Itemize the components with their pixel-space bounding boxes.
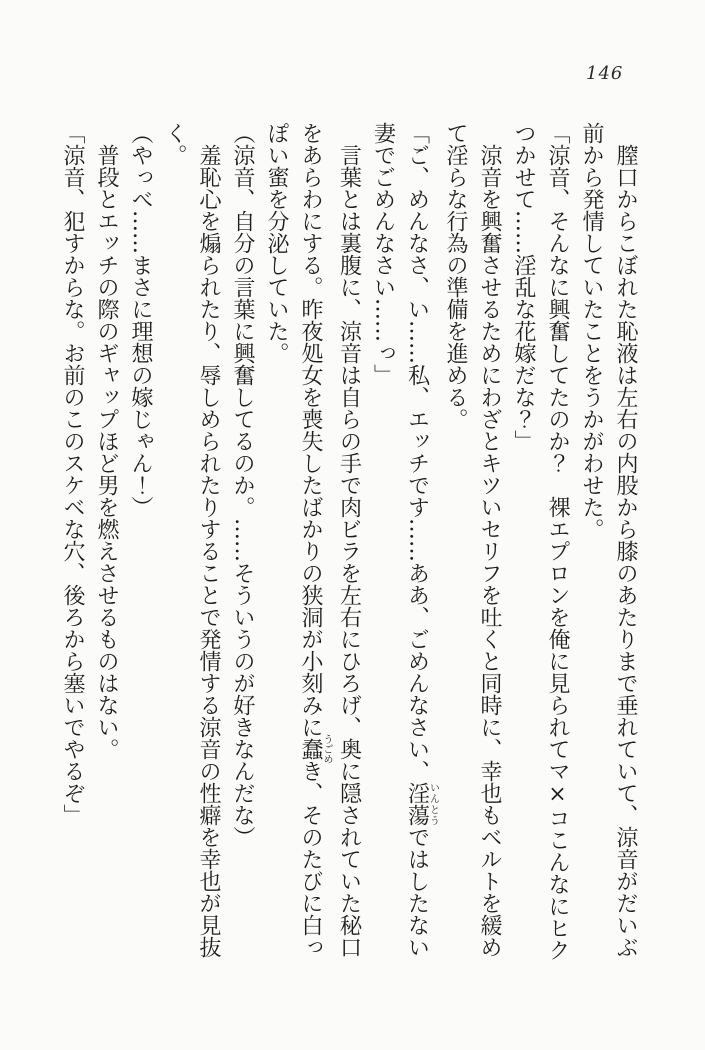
- paragraph: [438, 122, 506, 962]
- text-line: 前から発情していたことをうかがわせた。: [579, 122, 604, 540]
- text-line: （やっべ……まさに理想の嫁じゃん！）: [128, 122, 153, 518]
- page-text: [55, 122, 642, 962]
- paragraph: [89, 122, 123, 962]
- text-line: 妻でごめんなさい……っ」: [370, 122, 396, 386]
- ruby-annotated-word: 淫蕩いんとう: [404, 782, 439, 826]
- text-line: 「ご、めんなさ、い……私、エッチです……ああ、ごめんなさい、淫蕩いんとうではしたない: [404, 122, 439, 958]
- paragraph: [574, 122, 642, 962]
- paragraph: [55, 122, 89, 962]
- text-line: 「涼音、犯すからな。お前のこのスケベな穴、後ろから塞いでやるぞ」: [60, 122, 85, 826]
- paragraph: [259, 122, 366, 962]
- paragraph: [366, 122, 439, 962]
- text-line: て淫らな行為の準備を進める。: [443, 122, 468, 430]
- paragraph: [506, 122, 574, 962]
- paragraph: [123, 122, 157, 962]
- text-line: （涼音、自分の言葉に興奮してるのか。……そういうのが好きなんだな）: [230, 122, 255, 848]
- paragraph: [225, 122, 259, 962]
- text-line: をあらわにする。昨夜処女を喪失したばかりの狭洞が小刻みに蠢うごめき、そのたびに白っ: [298, 122, 332, 958]
- text-line: 「涼音、そんなに興奮してたのか？ 裸エプロンを俺に見られてマ×コこんなにヒク: [545, 122, 570, 961]
- text-line: つかせて……淫乱な花嫁だな？」: [511, 122, 536, 452]
- text-line: 羞恥心を煽られたり、辱しめられたりすることで発情する涼音の性癖を幸也が見抜: [196, 122, 221, 958]
- page-number: 146: [586, 63, 624, 84]
- text-line: 言葉とは裏腹に、涼音は自らの手で肉ビラを左右にひろげ、奥に隠されていた秘口: [336, 122, 362, 958]
- text-line: 涼音を興奮させるためにわざとキツいセリフを吐くと同時に、幸也もベルトを緩め: [477, 122, 502, 958]
- paragraph: [157, 122, 225, 962]
- text-line: ぽい蜜を分泌していた。: [264, 122, 289, 364]
- text-line: 普段とエッチの際のギャップほど男を燃えさせるものはない。: [94, 122, 119, 760]
- text-line: 膣口からこぼれた恥液は左右の内股から膝のあたりまで垂れていて、涼音がだいぶ: [613, 122, 638, 958]
- ruby-annotated-word: 蠢うごめ: [298, 734, 332, 764]
- text-line: く。: [162, 122, 187, 166]
